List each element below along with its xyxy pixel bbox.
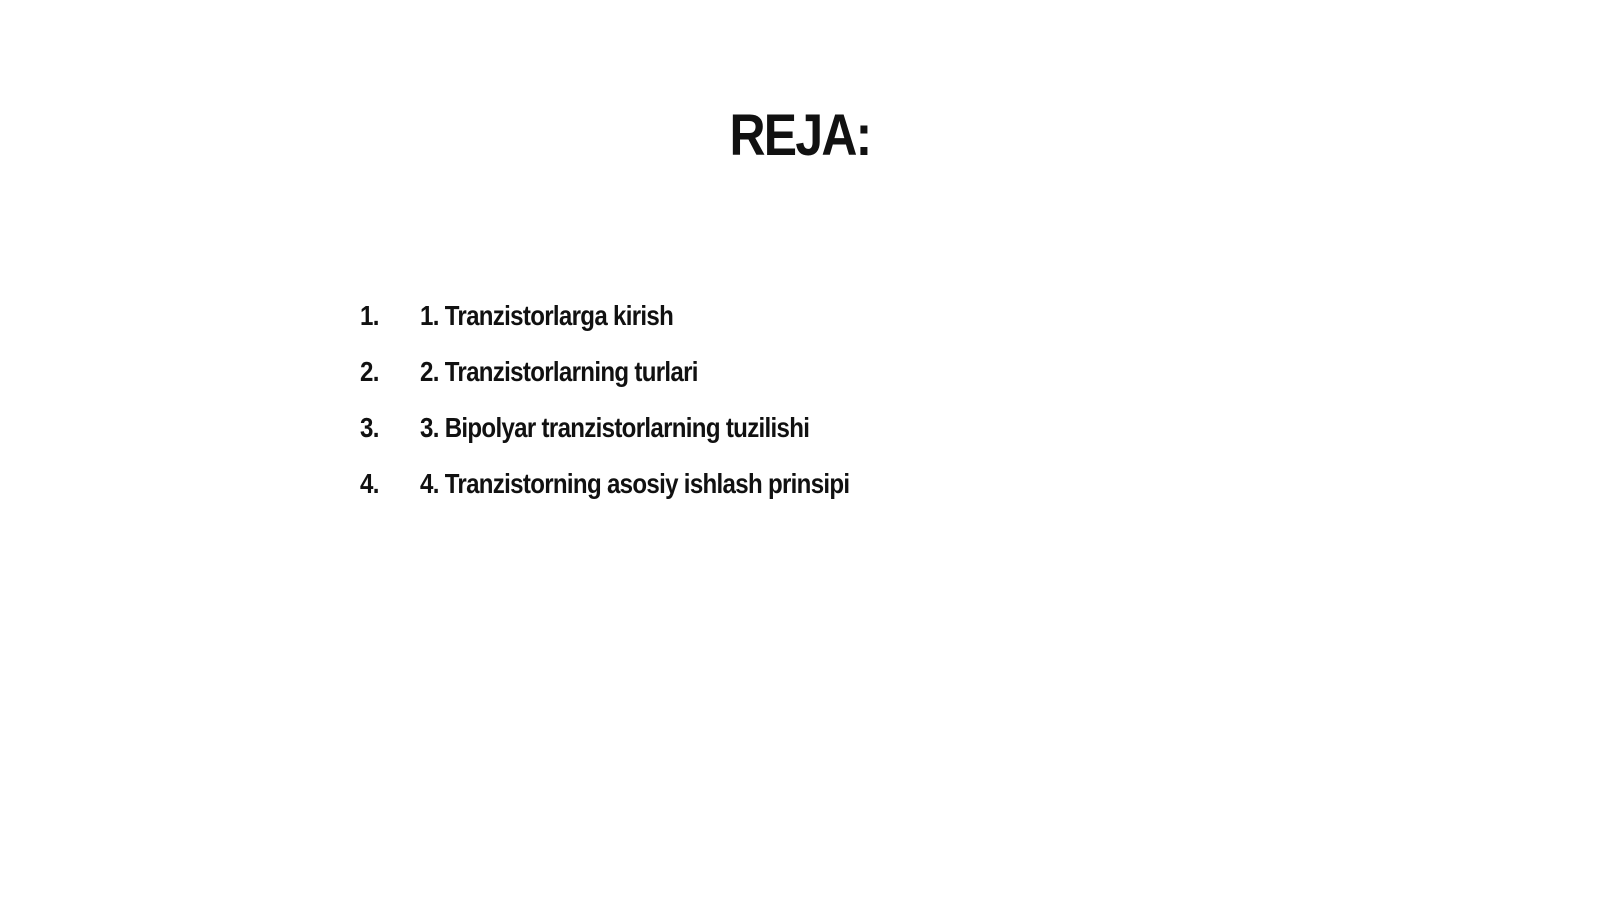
agenda-item xyxy=(360,456,919,512)
agenda-item-number: 2. xyxy=(360,356,379,387)
slide-title: REJA: xyxy=(729,103,871,168)
agenda-item-text: 4. Tranzistorning asosiy ishlash prinsipi xyxy=(420,468,850,499)
agenda-item-number: 3. xyxy=(360,412,379,443)
agenda-item xyxy=(360,400,919,456)
agenda-item xyxy=(360,288,919,344)
agenda-item-text: 3. Bipolyar tranzistorlarning tuzilishi xyxy=(420,412,810,443)
agenda-list xyxy=(360,288,919,512)
agenda-item xyxy=(360,344,919,400)
agenda-item-number: 1. xyxy=(360,300,379,331)
agenda-item-number: 4. xyxy=(360,468,379,499)
agenda-item-text: 1. Tranzistorlarga kirish xyxy=(420,300,674,331)
agenda-item-text: 2. Tranzistorlarning turlari xyxy=(420,356,698,387)
